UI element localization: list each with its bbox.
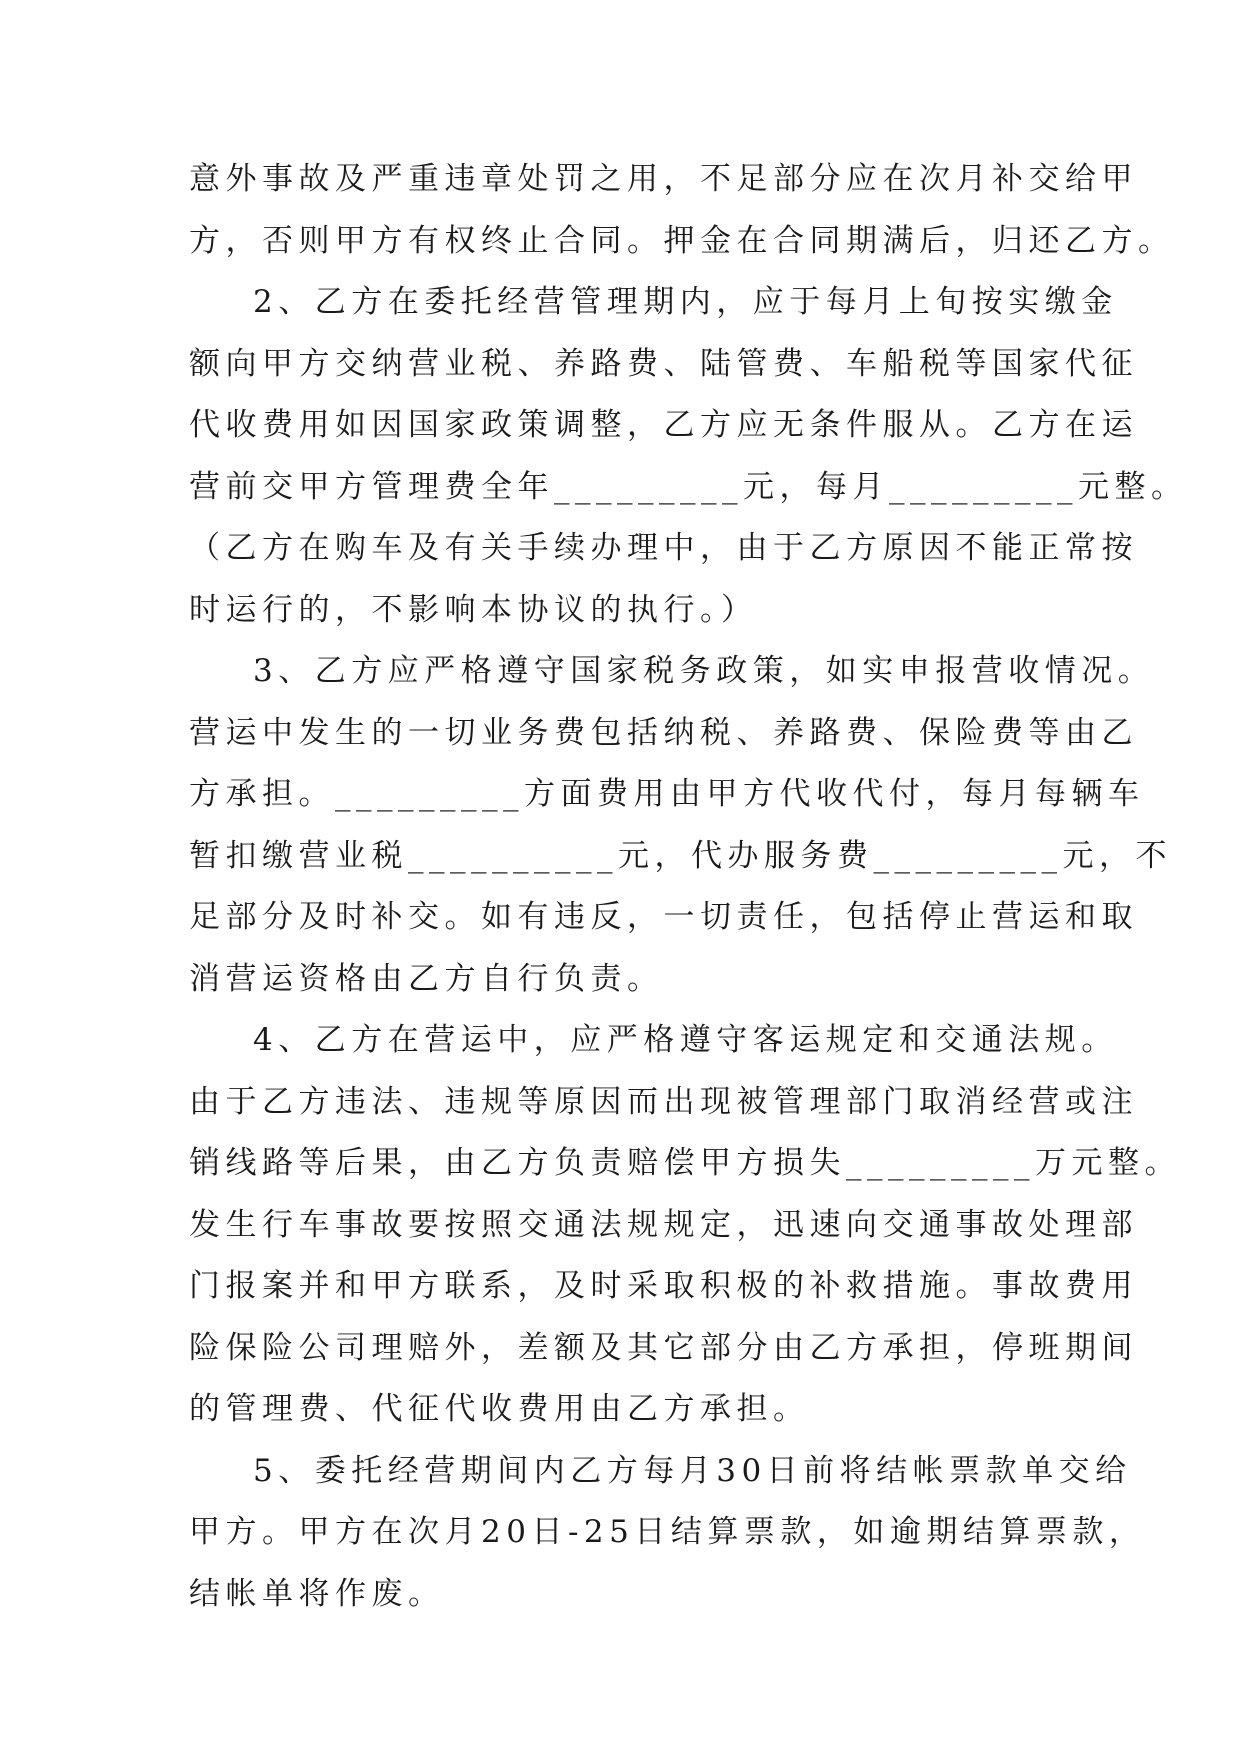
clause-4-start: 4、乙方在营运中，应严格遵守客运规定和交通法规。 — [253, 1022, 1118, 1058]
clause-2-start: 2、乙方在委托经营管理期内，应于每月上旬按实缴金 — [253, 284, 1118, 320]
text-line: 意外事故及严重违章处罚之用，不足部分应在次月补交给甲 — [189, 161, 1138, 197]
text-line: 营前交甲方管理费全年_________元，每月_________元整。 — [189, 468, 1188, 505]
text-line: 时运行的，不影响本协议的执行。） — [189, 591, 758, 628]
text-line: 消营运资格由乙方自行负责。 — [189, 960, 664, 997]
text-line: 销线路等后果，由乙方负责赔偿甲方损失_________万元整。 — [189, 1145, 1181, 1181]
text-line: 由于乙方违法、违规等原因而出现被管理部门取消经营或注 — [189, 1083, 1138, 1120]
text-line: 方承担。_________方面费用由甲方代收代付，每月每辆车 — [189, 776, 1145, 812]
text-line: 暂扣缴营业税__________元，代办服务费_________元，不 — [189, 837, 1172, 874]
text-line: 发生行车事故要按照交通法规规定，迅速向交通事故处理部 — [189, 1206, 1138, 1243]
text-line: 营运中发生的一切业务费包括纳税、养路费、保险费等由乙 — [189, 714, 1138, 751]
text-line: 的管理费、代征代收费用由乙方承担。 — [189, 1391, 810, 1427]
text-line: 足部分及时补交。如有违反，一切责任，包括停止营运和取 — [189, 899, 1138, 935]
text-line: （乙方在购车及有关手续办理中，由于乙方原因不能正常按 — [189, 530, 1138, 566]
text-line: 方，否则甲方有权终止合同。押金在合同期满后，归还乙方。 — [189, 222, 1175, 259]
text-line: 结帐单将作废。 — [189, 1575, 445, 1612]
contract-text — [189, 160, 1188, 1636]
text-line: 额向甲方交纳营业税、养路费、陆管费、车船税等国家代征 — [189, 345, 1138, 382]
text-line: 甲方。甲方在次月20日-25日结算票款，如逾期结算票款， — [189, 1514, 1146, 1550]
text-line: 险保险公司理赔外，差额及其它部分由乙方承担，停班期间 — [189, 1329, 1138, 1366]
clause-3-start: 3、乙方应严格遵守国家税务政策，如实申报营收情况。 — [253, 653, 1155, 689]
text-line: 门报案并和甲方联系，及时采取积极的补救措施。事故费用 — [189, 1268, 1138, 1304]
text-line: 代收费用如因国家政策调整，乙方应无条件服从。乙方在运 — [189, 407, 1138, 443]
clause-5-start: 5、委托经营期间内乙方每月30日前将结帐票款单交给 — [253, 1452, 1132, 1489]
